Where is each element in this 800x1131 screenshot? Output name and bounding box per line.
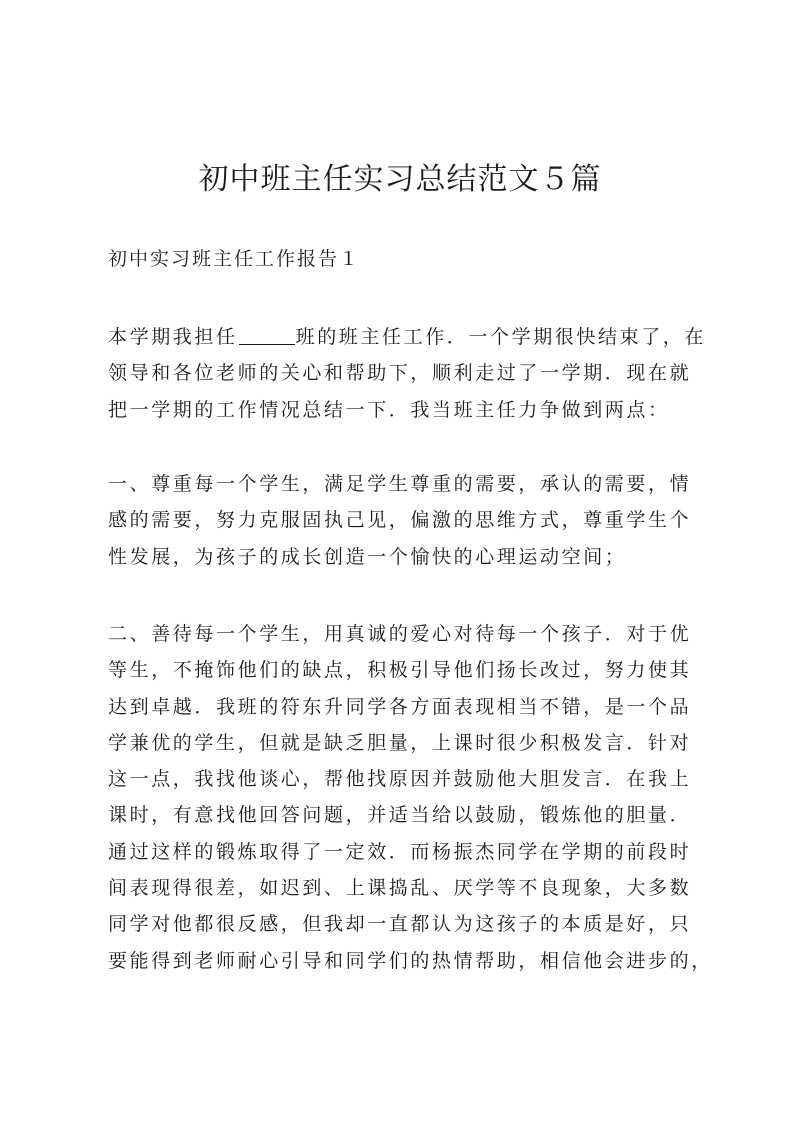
paragraph-line: 达到卓越．我班的符东升同学各方面表现相当不错，是一个品	[108, 695, 692, 718]
paragraph-line: 学兼优的学生，但就是缺乏胆量，上课时很少积极发言．针对	[108, 731, 692, 754]
paragraph-line: 这一点，我找他谈心，帮他找原因并鼓励他大胆发言．在我上	[108, 768, 692, 791]
fill-in-blank	[239, 324, 295, 345]
paragraph-line: 间表现得很差，如迟到、上课捣乱、厌学等不良现象，大多数	[108, 877, 692, 900]
paragraph-line: 性发展，为孩子的成长创造一个愉快的心理运动空间；	[108, 545, 627, 568]
paragraph-line: 把一学期的工作情况总结一下．我当班主任力争做到两点：	[108, 398, 670, 421]
paragraph-line: 通过这样的锻炼取得了一定效．而杨振杰同学在学期的前段时	[108, 840, 692, 863]
line-text: 班的班主任工作．一个学期很快结束了，在	[295, 326, 707, 348]
line-text: 本学期我担任	[108, 326, 238, 348]
paragraph-point-one	[108, 466, 698, 575]
paragraph-line: 课时，有意找他回答问题，并适当给以鼓励，锻炼他的胆量．	[108, 804, 692, 827]
paragraph-line: 同学对他都很反感，但我却一直都认为这孩子的本质是好，只	[108, 913, 692, 936]
paragraph-line	[108, 319, 707, 355]
paragraph-line: 领导和各位老师的关心和帮助下，顺利走过了一学期．现在就	[108, 362, 692, 385]
paragraph-line: 一、尊重每一个学生，满足学生尊重的需要，承认的需要，情	[108, 473, 692, 495]
paragraph-point-two	[108, 616, 713, 979]
paragraph-line: 感的需要，努力克服固执己见，偏激的思维方式，尊重学生个	[108, 509, 692, 532]
section-heading: 初中实习班主任工作报告１	[108, 248, 361, 270]
paragraph-line: 等生，不掩饰他们的缺点，积极引导他们扬长改过，努力使其	[108, 659, 692, 682]
paragraph-line: 要能得到老师耐心引导和同学们的热情帮助，相信他会进步的，	[108, 949, 713, 972]
paragraph-intro	[108, 319, 707, 428]
paragraph-line: 二、善待每一个学生，用真诚的爱心对待每一个孩子．对于优	[108, 623, 692, 645]
document-title: 初中班主任实习总结范文５篇	[198, 162, 602, 197]
